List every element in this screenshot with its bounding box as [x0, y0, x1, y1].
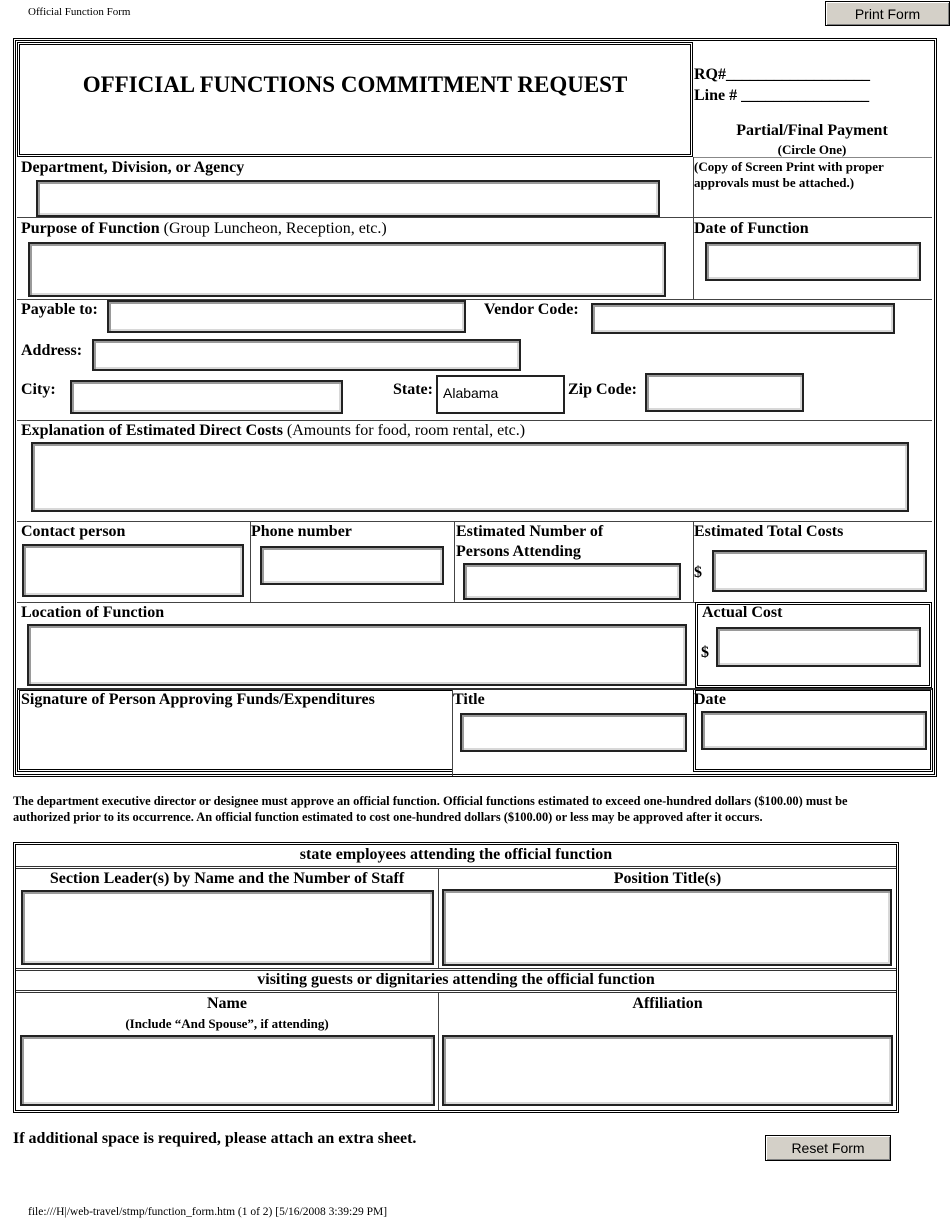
- rq-label: RQ#__________________: [694, 66, 870, 83]
- payment-label: Partial/Final Payment: [736, 122, 888, 139]
- address-input[interactable]: [92, 339, 521, 371]
- section-leaders-label: Section Leader(s) by Name and the Number of Staff: [49, 870, 405, 887]
- vendor-code-input[interactable]: [591, 303, 895, 334]
- divider: [17, 217, 932, 218]
- line-label: Line # ________________: [694, 87, 870, 104]
- explanation-label: Explanation of Estimated Direct Costs (Amounts for food, room rental, etc.): [21, 422, 526, 439]
- department-label: Department, Division, or Agency: [21, 159, 245, 176]
- reset-form-button[interactable]: Reset Form: [765, 1135, 891, 1161]
- dollar-sign: $: [701, 644, 709, 661]
- header-label: Official Function Form: [28, 6, 131, 18]
- guests-header: visiting guests or dignitaries attending the official function: [257, 971, 655, 988]
- position-titles-input[interactable]: [442, 889, 892, 966]
- date-of-function-input[interactable]: [705, 242, 921, 281]
- actual-cost-input[interactable]: [716, 627, 921, 667]
- address-label: Address:: [21, 342, 83, 359]
- state-input[interactable]: Alabama: [436, 375, 565, 414]
- city-label: City:: [21, 381, 56, 398]
- dollar-sign: $: [694, 564, 702, 581]
- phone-number-input[interactable]: [260, 546, 444, 585]
- signature-title-input[interactable]: [460, 713, 687, 752]
- copy-note-line-2: approvals must be attached.): [694, 175, 855, 190]
- guest-name-input[interactable]: [20, 1035, 435, 1106]
- department-input[interactable]: [36, 180, 660, 217]
- employees-header: state employees attending the official function: [299, 846, 613, 863]
- actual-cost-label: Actual Cost: [702, 604, 783, 621]
- vendor-code-label: Vendor Code:: [484, 301, 579, 318]
- phone-number-label: Phone number: [251, 523, 352, 540]
- city-input[interactable]: [70, 380, 343, 414]
- explanation-hint: (Amounts for food, room rental, etc.): [282, 422, 526, 439]
- purpose-label: Purpose of Function (Group Luncheon, Reception, etc.): [21, 220, 387, 237]
- location-label: Location of Function: [21, 604, 165, 621]
- contact-person-label: Contact person: [21, 523, 126, 540]
- approval-notice-line-1: The department executive director or designee must approve an official function. Official functions estimated to exceed one-hundred dollars ($100.00) must be: [13, 794, 848, 808]
- circle-one-label: (Circle One): [777, 142, 847, 157]
- page-title: OFFICIAL FUNCTIONS COMMITMENT REQUEST: [82, 72, 628, 97]
- signature-label: Signature of Person Approving Funds/Expenditures: [21, 691, 375, 708]
- persons-label-line-1: Estimated Number of: [456, 523, 604, 540]
- date-of-function-label: Date of Function: [694, 220, 809, 237]
- copy-note-line-1: (Copy of Screen Print with proper: [694, 159, 884, 174]
- approval-notice-line-2: authorized prior to its occurrence. An official function estimated to cost one-hundred dollars ($100.00) or less may be approved after it occurs.: [13, 810, 763, 824]
- zip-code-label: Zip Code:: [568, 381, 637, 398]
- payable-label: Payable to:: [21, 301, 98, 318]
- extra-space-note: If additional space is required, please attach an extra sheet.: [13, 1130, 417, 1147]
- persons-label-line-2: Persons Attending: [456, 543, 581, 560]
- print-form-button[interactable]: Print Form: [825, 1, 950, 26]
- zip-code-input[interactable]: [645, 373, 804, 412]
- signature-date-label: Date: [694, 691, 726, 708]
- section-leaders-input[interactable]: [21, 890, 434, 965]
- title-box: [17, 42, 693, 157]
- signature-title-label: Title: [453, 691, 485, 708]
- divider: [454, 521, 455, 602]
- affiliation-label: Affiliation: [632, 995, 703, 1012]
- location-input[interactable]: [27, 624, 687, 686]
- purpose-hint: (Group Luncheon, Reception, etc.): [159, 220, 387, 237]
- guest-name-label: Name: [207, 995, 247, 1012]
- purpose-input[interactable]: [28, 242, 666, 297]
- divider: [16, 990, 896, 993]
- persons-attending-input[interactable]: [463, 563, 681, 600]
- position-titles-label: Position Title(s): [613, 870, 722, 887]
- estimated-total-costs-input[interactable]: [712, 550, 927, 592]
- guest-name-hint: (Include “And Spouse”, if attending): [125, 1016, 329, 1031]
- payable-to-input[interactable]: [107, 300, 466, 333]
- estimated-total-costs-label: Estimated Total Costs: [694, 523, 844, 540]
- explanation-input[interactable]: [31, 442, 909, 512]
- signature-date-input[interactable]: [701, 711, 927, 750]
- contact-person-input[interactable]: [22, 544, 244, 597]
- affiliation-input[interactable]: [442, 1035, 893, 1106]
- state-label: State:: [393, 381, 433, 398]
- footer-path: file:///H|/web-travel/stmp/function_form.htm (1 of 2) [5/16/2008 3:39:29 PM]: [28, 1206, 388, 1218]
